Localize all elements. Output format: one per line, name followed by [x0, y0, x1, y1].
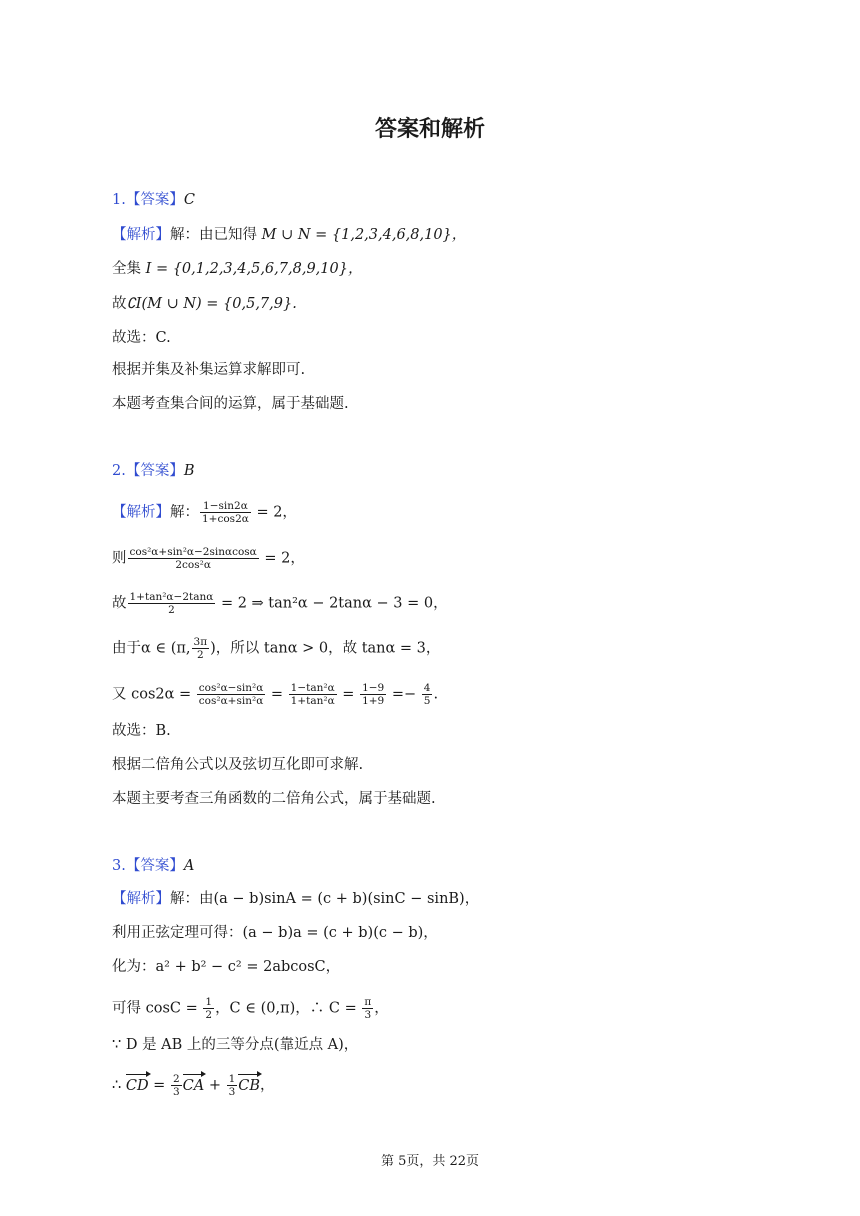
q3-text: ， [374, 1000, 389, 1017]
q1-analysis-line-3 [112, 294, 297, 314]
numerator: 3π [193, 636, 208, 648]
q1-method: 根据并集及补集运算求解即可. [112, 362, 306, 378]
q2-answer-line [112, 461, 195, 481]
q3-number: 3. [112, 858, 126, 874]
answer-label: 【答案】 [125, 192, 184, 208]
q2-text: 则 [112, 550, 127, 567]
q2-answer: B [183, 463, 195, 479]
denominator: 5 [423, 695, 431, 707]
q3-answer: A [183, 858, 195, 874]
fraction [362, 996, 373, 1021]
q2-text: = 2 ⇒ tan²α − 2tanα − 3 = 0， [216, 595, 448, 612]
numerator: 4 [423, 682, 431, 694]
q1-math: ∁I(M ∪ N) = {0,5,7,9}. [126, 296, 297, 312]
denominator: 2cos²α [175, 559, 211, 571]
q2-analysis-line-2 [112, 546, 305, 571]
q1-choice: 故选：C. [112, 330, 171, 346]
denominator: 3 [228, 1086, 236, 1098]
q3-text: ，C ∈ (0,π)，∴ C = [215, 1000, 362, 1017]
vector-ca: CA [182, 1077, 205, 1094]
numerator: 2 [172, 1073, 180, 1085]
q3-analysis-line-3: 化为：a² + b² − c² = 2abcosC， [112, 959, 341, 975]
vector-cb: CB [238, 1077, 261, 1094]
q3-analysis-line-5: ∵ D 是 AB 上的三等分点(靠近点 A)， [112, 1037, 359, 1053]
answer-label: 【答案】 [125, 858, 184, 874]
fraction [171, 1073, 182, 1098]
q3-text: + [204, 1077, 226, 1094]
fraction [197, 682, 266, 707]
fraction [128, 546, 259, 571]
fraction [422, 682, 433, 707]
numerator: cos²α−sin²α [198, 682, 264, 694]
denominator: 2 [197, 649, 204, 661]
denominator: 1+cos2α [202, 513, 249, 525]
fraction [203, 996, 214, 1021]
q2-text: = 2， [259, 550, 305, 567]
q2-text: 由于α ∈ (π, [112, 640, 191, 657]
q1-math: M ∪ N = {1,2,3,4,6,8,10}， [261, 227, 467, 243]
q1-text: 故 [112, 296, 127, 312]
q1-math: I = {0,1,2,3,4,5,6,7,8,9,10}， [145, 261, 363, 277]
denominator: 2 [205, 1009, 213, 1021]
q2-number: 2. [112, 463, 126, 479]
q3-analysis-line-6 [112, 1073, 275, 1098]
answer-label: 【答案】 [125, 463, 184, 479]
fraction [200, 500, 251, 525]
q3-analysis-line-1 [112, 889, 479, 909]
fraction [227, 1073, 238, 1098]
denominator: cos²α+sin²α [198, 695, 264, 707]
numerator: 1−tan²α [290, 682, 335, 694]
numerator: 1 [228, 1073, 236, 1085]
q3-text: = [148, 1077, 170, 1094]
page-title: 答案和解析 [374, 117, 485, 142]
fraction [289, 682, 337, 707]
numerator: 1−sin2α [200, 500, 251, 513]
fraction [360, 682, 386, 707]
q1-summary: 本题考查集合间的运算，属于基础题. [112, 396, 349, 412]
analysis-label: 【解析】 [112, 227, 170, 243]
q2-text: = 2， [251, 504, 297, 521]
q2-text: 解： [170, 504, 199, 521]
q1-analysis-line-1 [112, 225, 466, 245]
q1-text: 全集 [112, 261, 146, 277]
analysis-label: 【解析】 [112, 504, 170, 521]
q2-analysis-line-5: 又 cos2α = $\frac{\text{cos²α−sin²α}}{\text{cos²α+sin²α}}$ = $\frac{\text{1−tan²α}}{\text{1+tan²α}}$ = $\frac{1-9}{1+9}$ =− $\frac{4}{5}$ . [112, 682, 439, 707]
numerator: 1 [205, 996, 213, 1008]
q3-text: ， [260, 1077, 275, 1094]
numerator: cos²α+sin²α−2sinαcosα [129, 546, 257, 558]
denominator: 2 [168, 604, 175, 616]
vector-cd: CD [125, 1077, 149, 1094]
numerator: 1−9 [362, 682, 385, 694]
q3-answer-line [112, 856, 194, 876]
q1-text: 解：由已知得 [170, 227, 262, 243]
q2-analysis-line-3 [112, 591, 448, 616]
analysis-label: 【解析】 [112, 891, 170, 907]
denominator: 1+9 [362, 695, 385, 707]
q2-text: )，所以 tanα > 0，故 tanα = 3， [210, 640, 441, 657]
q2-method: 根据二倍角公式以及弦切互化即可求解. [112, 757, 364, 773]
page-footer: 第 5页，共 22页 [380, 1154, 480, 1169]
q1-analysis-line-2 [112, 259, 362, 279]
numerator: 1+tan²α−2tanα [129, 591, 214, 603]
denominator: 3 [364, 1009, 372, 1021]
q1-number: 1. [112, 192, 126, 208]
q2-analysis-line-4 [112, 636, 440, 661]
q2-choice: 故选：B. [112, 723, 171, 739]
numerator: π [364, 996, 372, 1008]
fraction [128, 591, 216, 616]
q3-text: 可得 cosC = [112, 1000, 203, 1017]
q3-text: ∴ [112, 1077, 126, 1094]
q3-analysis-line-2: 利用正弦定理可得：(a − b)a = (c + b)(c − b)， [112, 925, 438, 941]
denominator: 3 [172, 1086, 180, 1098]
q2-text: 故 [112, 595, 127, 612]
q2-analysis-line-1 [112, 500, 297, 525]
q3-analysis-line-4 [112, 996, 389, 1021]
q3-text: 解：由(a − b)sinA = (c + b)(sinC − sinB)， [170, 891, 480, 907]
denominator: 1+tan²α [290, 695, 335, 707]
q2-text: 又 cos2α = [112, 686, 196, 703]
q1-answer: C [183, 192, 195, 208]
q2-summary: 本题主要考查三角函数的二倍角公式，属于基础题. [112, 791, 436, 807]
fraction [192, 636, 210, 661]
q1-answer-line [112, 190, 195, 210]
